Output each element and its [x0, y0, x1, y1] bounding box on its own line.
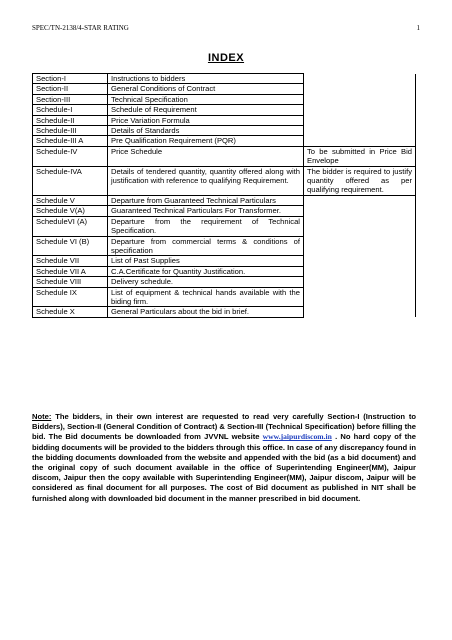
table-row — [33, 105, 416, 115]
description-cell: List of equipment & technical hands available with the biding firm. — [108, 287, 304, 307]
remarks-cell — [304, 266, 416, 276]
remarks-cell — [304, 115, 416, 125]
table-row — [33, 94, 416, 104]
description-cell: Delivery schedule. — [108, 277, 304, 287]
section-cell: Schedule X — [33, 307, 108, 317]
description-cell: Schedule of Requirement — [108, 105, 304, 115]
section-cell: ScheduleVI (A) — [33, 216, 108, 236]
section-cell: Schedule-IV — [33, 146, 108, 166]
table-row — [33, 166, 416, 195]
section-cell: Section-I — [33, 74, 108, 84]
description-cell: General Particulars about the bid in brief. — [108, 307, 304, 317]
description-cell: Technical Specification — [108, 94, 304, 104]
table-row — [33, 136, 416, 146]
remarks-cell — [304, 216, 416, 236]
remarks-cell — [304, 74, 416, 84]
description-cell: General Conditions of Contract — [108, 84, 304, 94]
section-cell: Schedule-IVA — [33, 166, 108, 195]
page-header — [32, 24, 420, 32]
description-cell: Guaranteed Technical Particulars For Transformer. — [108, 206, 304, 216]
description-cell: Price Schedule — [108, 146, 304, 166]
remarks-cell: To be submitted in Price Bid Envelope — [304, 146, 416, 166]
remarks-cell — [304, 94, 416, 104]
note-label: Note: — [32, 412, 52, 421]
remarks-cell — [304, 236, 416, 256]
note-text-part1: The bidders, in their own interest are requested to read very carefully Section-I (Instruction to Bidders), Section-II (General Condition of Contract) & Section-III (Technical Specification) before filling the bid. The Bid documents be downloaded from JVVNL website — [32, 412, 416, 442]
description-cell: Details of tendered quantity, quantity offered along with justification with reference to qualifying Requirement. — [108, 166, 304, 195]
section-cell: Schedule IX — [33, 287, 108, 307]
remarks-cell — [304, 287, 416, 307]
section-cell: Schedule-I — [33, 105, 108, 115]
table-row — [33, 146, 416, 166]
section-cell: Section-III — [33, 94, 108, 104]
description-cell: Departure from the requirement of Technical Specification. — [108, 216, 304, 236]
index-table — [32, 73, 416, 318]
remarks-cell — [304, 307, 416, 317]
description-cell: List of Past Supplies — [108, 256, 304, 266]
section-cell: Section-II — [33, 84, 108, 94]
description-cell: C.A.Certificate for Quantity Justification. — [108, 266, 304, 276]
section-cell: Schedule VIII — [33, 277, 108, 287]
table-row — [33, 277, 416, 287]
remarks-cell — [304, 206, 416, 216]
index-table-body — [33, 74, 416, 318]
table-row — [33, 287, 416, 307]
section-cell: Schedule-III A — [33, 136, 108, 146]
section-cell: Schedule-III — [33, 126, 108, 136]
description-cell: Departure from Guaranteed Technical Particulars — [108, 195, 304, 205]
note-text-part2: . No hard copy of the bidding documents will be provided to the bidders through this office. In case of any discrepancy found in the bidding documents downloaded from the website and appended with the bid (as a bid document) and the original copy of such document available in the office of Superintending Engineer(MM), Jaipur discom, Jaipur then the copy available with Superintending Engineer(MM), Jaipur discom, Jaipur will be considered as final document for all purposes. The cost of Bid document as published in NIT shall be furnished along with downloaded bid document in the manner prescribed in bid document. — [32, 432, 416, 503]
description-cell: Instructions to bidders — [108, 74, 304, 84]
table-row — [33, 74, 416, 84]
remarks-cell — [304, 195, 416, 205]
remarks-cell — [304, 136, 416, 146]
remarks-cell — [304, 277, 416, 287]
document-reference: SPEC/TN-2138/4-STAR RATING — [32, 24, 129, 32]
table-row — [33, 236, 416, 256]
section-cell: Schedule-II — [33, 115, 108, 125]
remarks-cell — [304, 126, 416, 136]
remarks-cell — [304, 105, 416, 115]
description-cell: Price Variation Formula — [108, 115, 304, 125]
table-row — [33, 266, 416, 276]
remarks-cell: The bidder is required to justify quantity offered as per qualifying requirement. — [304, 166, 416, 195]
section-cell: Schedule VI (B) — [33, 236, 108, 256]
description-cell: Pre Qualification Requirement (PQR) — [108, 136, 304, 146]
section-cell: Schedule VII — [33, 256, 108, 266]
section-cell: Schedule V — [33, 195, 108, 205]
section-cell: Schedule V(A) — [33, 206, 108, 216]
note-paragraph — [32, 412, 416, 504]
table-row — [33, 115, 416, 125]
remarks-cell — [304, 84, 416, 94]
table-row — [33, 84, 416, 94]
table-row — [33, 307, 416, 317]
description-cell: Departure from commercial terms & conditions of specification — [108, 236, 304, 256]
table-row — [33, 195, 416, 205]
table-row — [33, 256, 416, 266]
description-cell: Details of Standards — [108, 126, 304, 136]
website-link[interactable]: www.jaipurdiscom.in — [262, 432, 332, 442]
index-title: INDEX — [207, 52, 245, 64]
table-row — [33, 216, 416, 236]
section-cell: Schedule VII A — [33, 266, 108, 276]
remarks-cell — [304, 256, 416, 266]
page-number: 1 — [416, 24, 420, 32]
table-row — [33, 126, 416, 136]
table-row — [33, 206, 416, 216]
